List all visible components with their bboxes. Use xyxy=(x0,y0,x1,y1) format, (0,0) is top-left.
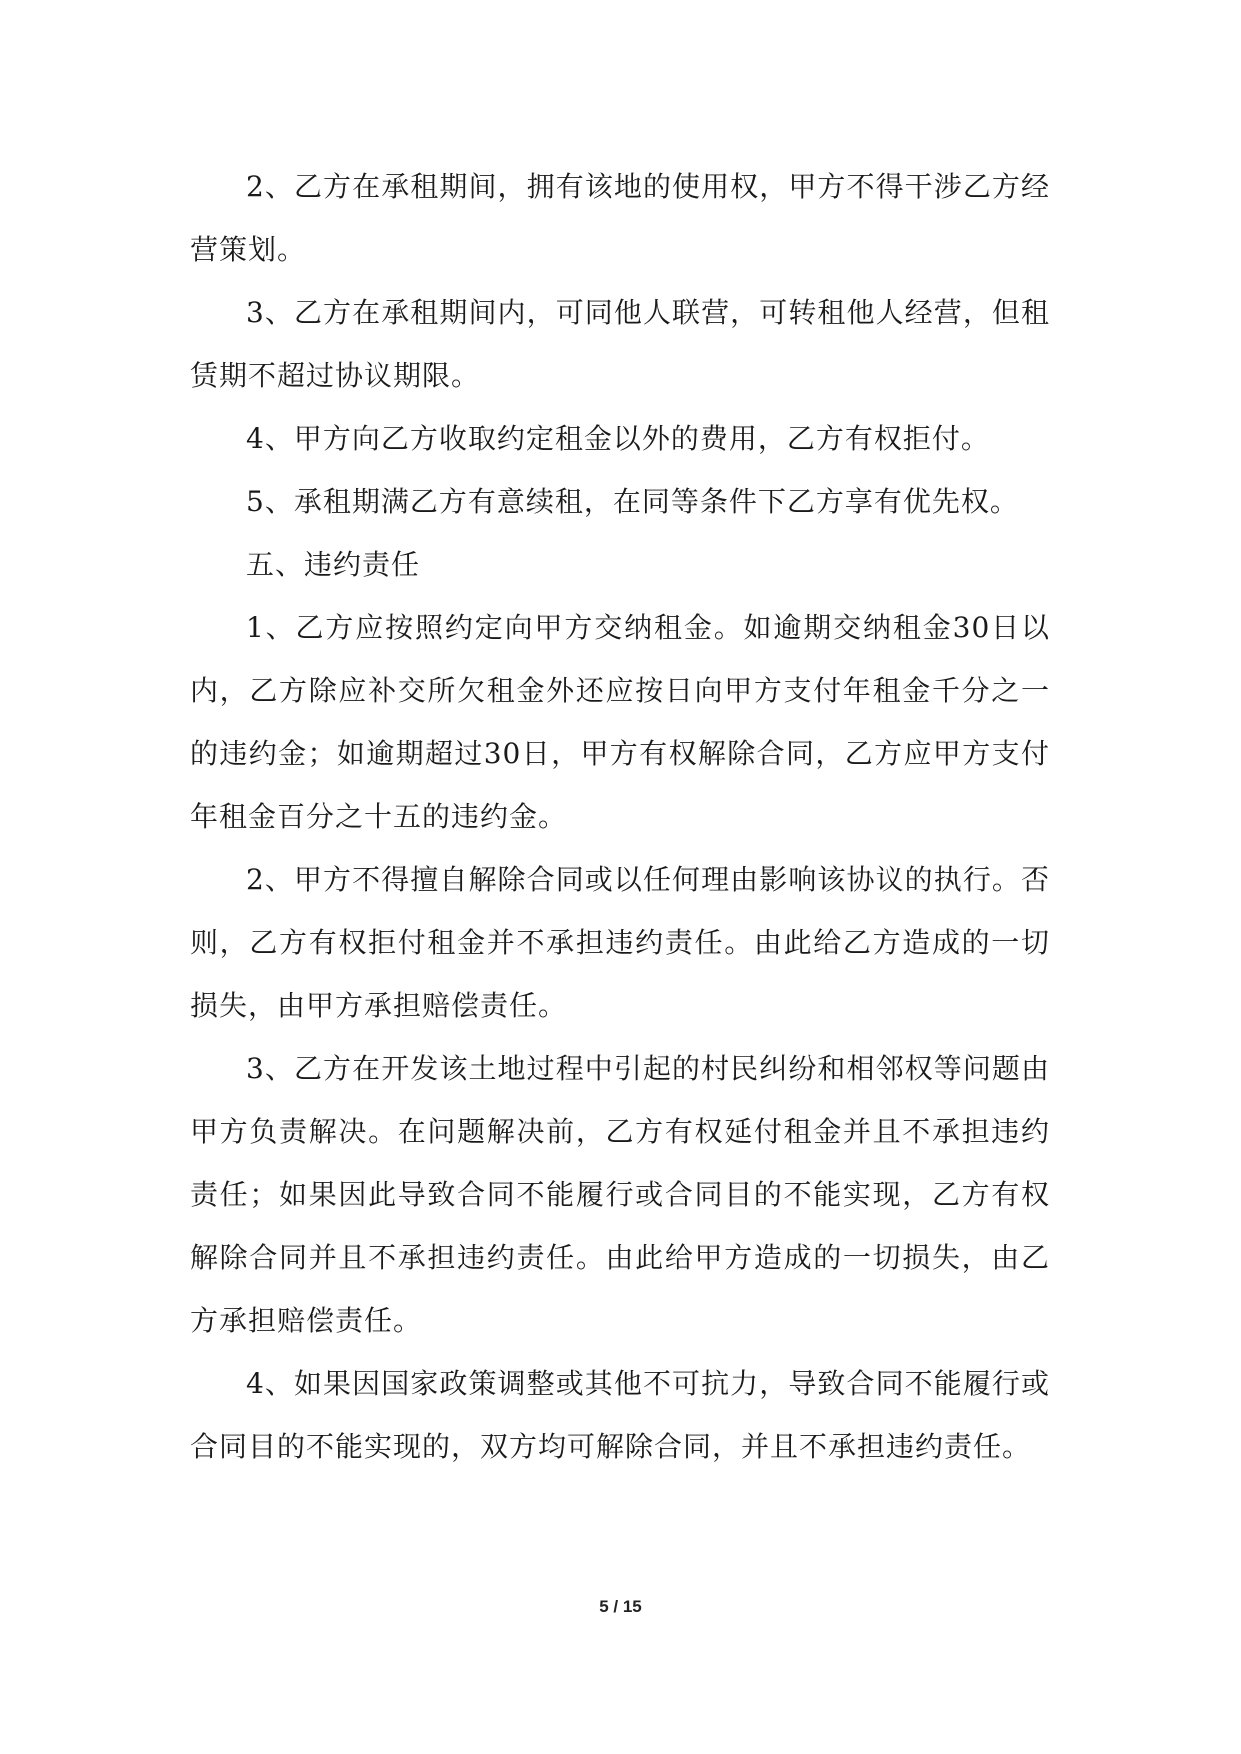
clause-paragraph: 2、甲方不得擅自解除合同或以任何理由影响该协议的执行。否则，乙方有权拒付租金并不承担违约责任。由此给乙方造成的一切损失，由甲方承担赔偿责任。 xyxy=(190,863,1050,1022)
clause-paragraph: 4、如果因国家政策调整或其他不可抗力，导致合同不能履行或合同目的不能实现的，双方均可解除合同，并且不承担违约责任。 xyxy=(190,1367,1050,1463)
clause-paragraph: 3、乙方在开发该土地过程中引起的村民纠纷和相邻权等问题由甲方负责解决。在问题解决前，乙方有权延付租金并且不承担违约责任；如果因此导致合同不能履行或合同目的不能实现，乙方有权解除合同并且不承担违约责任。由此给甲方造成的一切损失，由乙方承担赔偿责任。 xyxy=(190,1052,1050,1337)
section-heading: 五、违约责任 xyxy=(246,548,421,581)
page-number: 5 / 15 xyxy=(599,1597,642,1616)
clause-paragraph: 5、承租期满乙方有意续租，在同等条件下乙方享有优先权。 xyxy=(246,485,1019,518)
clause-paragraph: 1、乙方应按照约定向甲方交纳租金。如逾期交纳租金30日以内，乙方除应补交所欠租金外还应按日向甲方支付年租金千分之一的违约金；如逾期超过30日，甲方有权解除合同，乙方应甲方支付年租金百分之十五的违约金。 xyxy=(190,611,1050,833)
clause-paragraph: 4、甲方向乙方收取约定租金以外的费用，乙方有权拒付。 xyxy=(246,422,990,455)
clause-paragraph: 3、乙方在承租期间内，可同他人联营，可转租他人经营，但租赁期不超过协议期限。 xyxy=(190,296,1050,392)
clause-paragraph: 2、乙方在承租期间，拥有该地的使用权，甲方不得干涉乙方经营策划。 xyxy=(190,170,1050,266)
document-body xyxy=(190,155,1050,1478)
